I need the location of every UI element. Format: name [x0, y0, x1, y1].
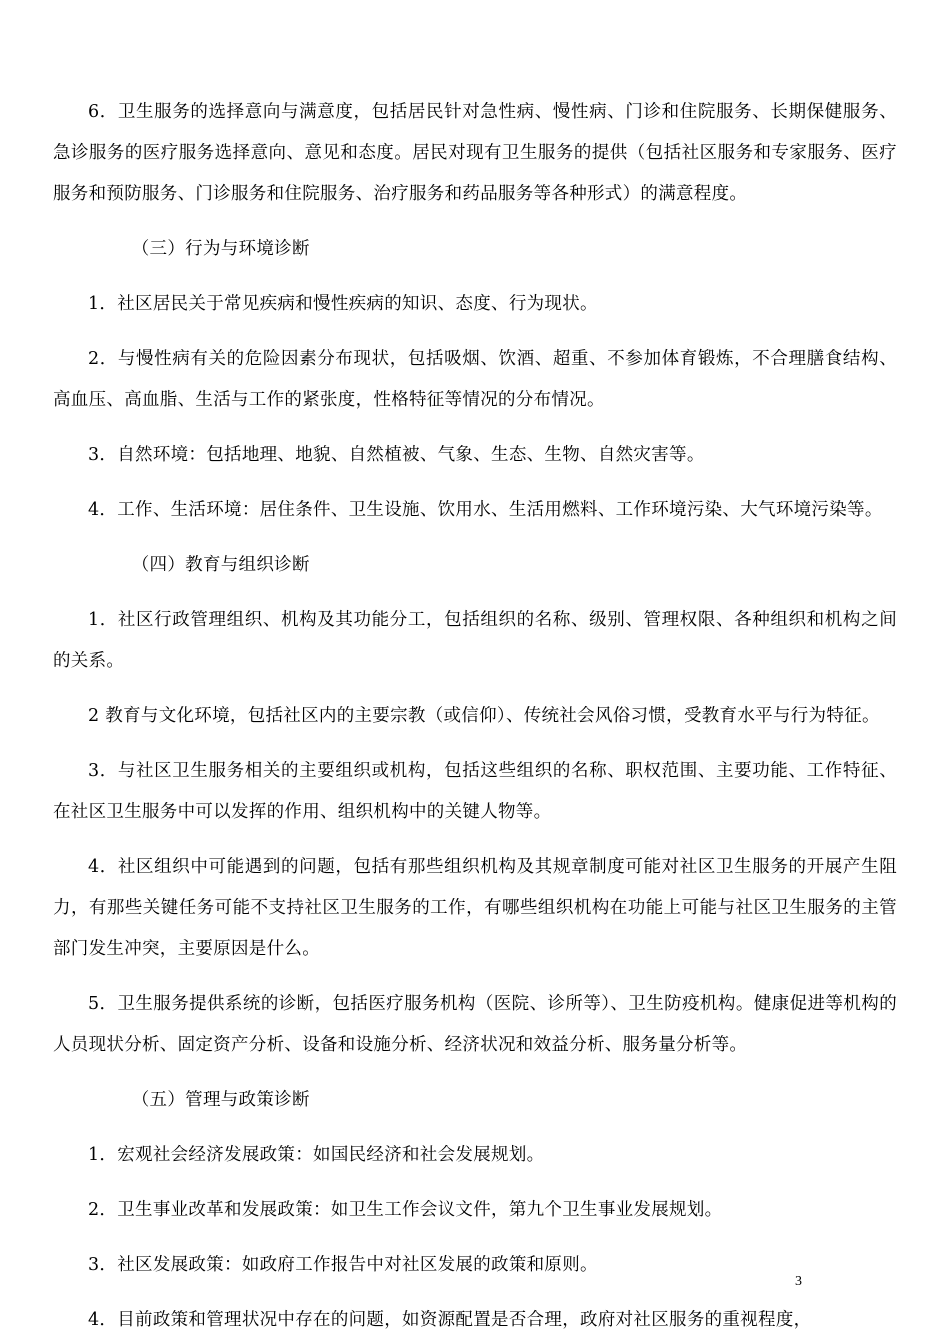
paragraph-2-education-culture: 2 教育与文化环境，包括社区内的主要宗教（或信仰）、传统社会风俗习惯，受教育水平与行为特征。: [88, 706, 880, 726]
paragraph-3-related-organizations: 3．与社区卫生服务相关的主要组织或机构，包括这些组织的名称、职权范围、主要功能、工作特征、在社区卫生服务中可以发挥的作用、组织机构中的关键人物等。: [53, 761, 897, 822]
paragraph-1-admin-organization: 1．社区行政管理组织、机构及其功能分工，包括组织的名称、级别、管理权限、各种组织和机构之间的关系。: [53, 610, 897, 671]
page-number: 3: [795, 1274, 802, 1289]
paragraph-2-health-reform-policy: 2．卫生事业改革和发展政策：如卫生工作会议文件，第九个卫生事业发展规划。: [88, 1200, 723, 1220]
paragraph-3-community-policy: 3．社区发展政策：如政府工作报告中对社区发展的政策和原则。: [88, 1255, 598, 1275]
paragraph-1-knowledge-attitude: 1．社区居民关于常见疾病和慢性疾病的知识、态度、行为现状。: [88, 294, 598, 314]
document-body: [53, 92, 897, 1341]
section-heading-behavior-environment: （三）行为与环境诊断: [131, 239, 310, 259]
paragraph-6-service-satisfaction: 6．卫生服务的选择意向与满意度，包括居民针对急性病、慢性病、门诊和住院服务、长期保健服务、急诊服务的医疗服务选择意向、意见和态度。居民对现有卫生服务的提供（包括社区服务和专家服务、医疗服务和预防服务、门诊服务和住院服务、治疗服务和药品服务等各种形式）的满意程度。: [53, 102, 897, 204]
paragraph-4-living-environment: 4．工作、生活环境：居住条件、卫生设施、饮用水、生活用燃料、工作环境污染、大气环境污染等。: [88, 500, 883, 520]
paragraph-4-organization-problems: 4．社区组织中可能遇到的问题，包括有那些组织机构及其规章制度可能对社区卫生服务的开展产生阻力，有那些关键任务可能不支持社区卫生服务的工作，有哪些组织机构在功能上可能与社区卫生服务的主管部门发生冲突，主要原因是什么。: [53, 857, 897, 959]
section-heading-education-organization: （四）教育与组织诊断: [131, 555, 310, 575]
paragraph-4-policy-problems: 4．目前政策和管理状况中存在的问题，如资源配置是否合理，政府对社区服务的重视程度，: [88, 1310, 812, 1330]
section-heading-management-policy: （五）管理与政策诊断: [131, 1090, 310, 1110]
paragraph-2-risk-factors: 2．与慢性病有关的危险因素分布现状，包括吸烟、饮酒、超重、不参加体育锻炼，不合理膳食结构、高血压、高血脂、生活与工作的紧张度，性格特征等情况的分布情况。: [53, 349, 897, 410]
paragraph-3-natural-environment: 3．自然环境：包括地理、地貌、自然植被、气象、生态、生物、自然灾害等。: [88, 445, 705, 465]
paragraph-1-macro-policy: 1．宏观社会经济发展政策：如国民经济和社会发展规划。: [88, 1145, 545, 1165]
paragraph-5-service-system: 5．卫生服务提供系统的诊断，包括医疗服务机构（医院、诊所等）、卫生防疫机构。健康促进等机构的人员现状分析、固定资产分析、设备和设施分析、经济状况和效益分析、服务量分析等。: [53, 994, 897, 1055]
